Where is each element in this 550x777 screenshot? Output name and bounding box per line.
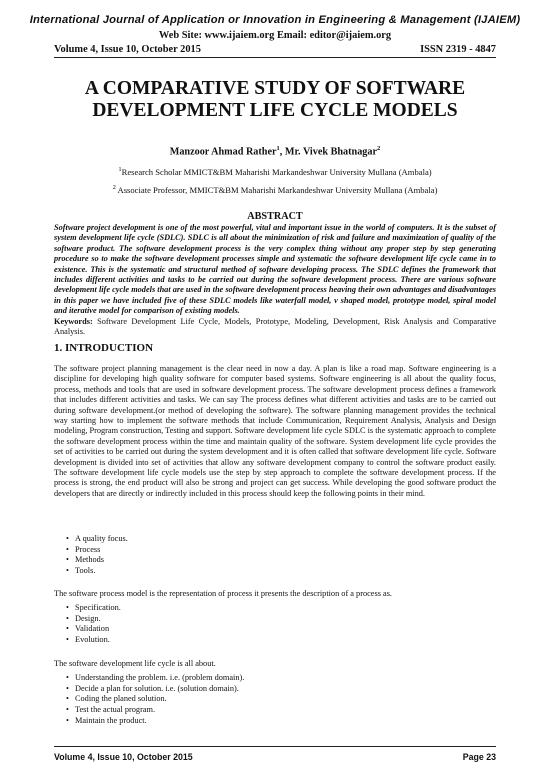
list-item: • Tools. [66, 566, 128, 577]
keywords [54, 317, 496, 338]
abstract-heading: ABSTRACT [247, 211, 303, 222]
list-item: • Decide a plan for solution. i.e. (solution domain). [66, 684, 244, 695]
affiliation-1 [0, 166, 550, 177]
journal-name: International Journal of Application or Innovation in Engineering & Management (IJAIEM) [29, 14, 521, 26]
sdlc-paragraph: The software development life cycle is all about. [54, 659, 216, 668]
header-volume-issue: Volume 4, Issue 10, October 2015 [54, 44, 201, 55]
affiliation-2-text: Associate Professor, MMICT&BM Maharishi Markandeshwar University Mullana (Ambala) [115, 184, 438, 195]
list-item: • Maintain the product. [66, 716, 244, 727]
list-item: • Specification. [66, 603, 121, 614]
list-item: • Process [66, 545, 128, 556]
footer-page-number: Page 23 [462, 752, 496, 762]
header-issn: ISSN 2319 - 4847 [420, 44, 496, 55]
header-meta-line [54, 44, 496, 55]
footer-rule [54, 746, 496, 747]
list-item: • Methods [66, 555, 128, 566]
authors-line [0, 145, 550, 157]
author-1-sup: 1 [276, 145, 280, 152]
affiliation-1-text: Research Scholar MMICT&BM Maharishi Markandeshwar University Mullana (Ambala) [121, 166, 432, 177]
author-2-name: Mr. Vivek Bhatnagar [284, 146, 378, 158]
list-item: • Test the actual program. [66, 705, 244, 716]
journal-website-email: Web Site: www.ijaiem.org Email: editor@ijaiem.org [158, 30, 392, 41]
list-item: • Coding the planed solution. [66, 694, 244, 705]
introduction-paragraph: The software project planning management is the clear need in now a day. A plan is like a road map. Software engineering is a discipline for developing high quality software for computer based systems. Software engineering is all about the quality focus, process, methods and tools that are used in software development process. The software development process defines a framework that includes different activities and tasks. We can say The process defines what different activities and tasks are to be carried out during software development.(or method of developing the software). The software planning management provides the technical way starting how to implement the software methods that include Communication, Requirement Analysis, Analysis and Design modeling, Program construction, Testing and support. Software development life cycle SDLC is the systematic approach to complete the software development process within the time and maintain quality of the software. System development life cycle provides the set of activities to be carried out during the system development and it is often called that software development life cycle. Software development is divided into set of activities that allow any software development company to control the software product easily. The software development life cycle models use the step by step approach to complete the software development process. If the process is strong, the end product will also be strong and project can get success. While developing the good software product the developers that are directly or indirectly included in this process should keep the following points in their mind. [54, 364, 496, 498]
abstract-text: Software project development is one of the most powerful, vital and important issue in the world of computers. It is the subset of system development life cycle (SDLC). SDLC is all about the minimization of risk and failure and maximization of quality of the software product. The software development process is the very complex thing without any proper step by step generating procedure so to make the software development processes simple and systematic the software development life cycle came in to existence. This is the systematic and structural method of software developing process. The SDLC defines the framework that includes different activities and tasks to be carried out during the software development process. There are various software development life cycle models that are used in the software development process heaving their own advantages and disadvantages in this paper we have included five of these SDLC models like waterfall model, v shaped model, prototype model, spiral model and iterative model for comparison of existing models. [54, 223, 496, 316]
list-item: • Design. [66, 614, 121, 625]
footer-volume-issue: Volume 4, Issue 10, October 2015 [54, 752, 193, 762]
keywords-label: Keywords: [54, 317, 93, 326]
list-sdlc-steps [66, 673, 244, 727]
list-item: • A quality focus. [66, 534, 128, 545]
paper-title: A COMPARATIVE STUDY OF SOFTWARE DEVELOPMENT LIFE CYCLE MODELS [84, 78, 466, 121]
list-item: • Evolution. [66, 635, 121, 646]
author-2-sup: 2 [377, 145, 381, 152]
list-item: • Understanding the problem. i.e. (problem domain). [66, 673, 244, 684]
author-separator: , [279, 146, 285, 158]
keywords-text: Software Development Life Cycle, Models, Prototype, Modeling, Development, Risk Analysis and Comparative Analysis. [54, 317, 496, 337]
page-footer [54, 752, 496, 762]
section-heading-introduction: 1. INTRODUCTION [54, 342, 154, 354]
author-1-name: Manzoor Ahmad Rather [169, 146, 277, 158]
affiliation-2 [0, 184, 550, 195]
affiliation-1-sup: 1 [118, 166, 122, 173]
list-item: • Validation [66, 624, 121, 635]
affiliation-2-sup: 2 [112, 184, 116, 191]
list-quality-points [66, 534, 128, 577]
list-process-activities [66, 603, 121, 646]
header-rule [54, 57, 496, 58]
process-model-paragraph: The software process model is the representation of process it presents the description of a process as. [54, 589, 392, 598]
